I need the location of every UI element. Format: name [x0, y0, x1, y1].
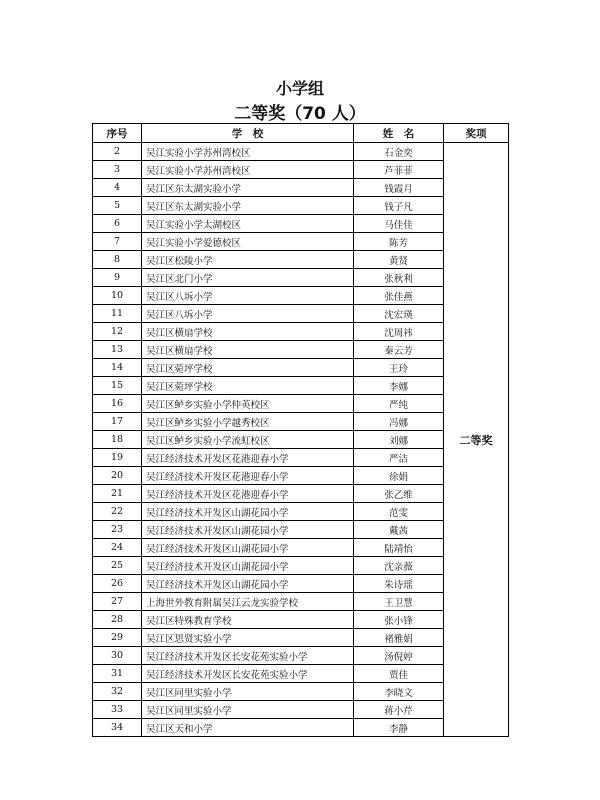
- row-school: 吴江区松陵小学: [142, 251, 354, 269]
- row-name: 王玲: [354, 359, 444, 377]
- row-school: 吴江实验小学苏州湾校区: [142, 143, 354, 161]
- row-number: 27: [93, 593, 142, 611]
- row-name: 范雯: [354, 503, 444, 521]
- row-number: 13: [93, 341, 142, 359]
- row-number: 28: [93, 611, 142, 629]
- row-number: 18: [93, 431, 142, 449]
- row-name: 石金奕: [354, 143, 444, 161]
- row-number: 14: [93, 359, 142, 377]
- row-school: 吴江区特殊教育学校: [142, 611, 354, 629]
- row-name: 蒋小芹: [354, 701, 444, 719]
- group-title: 小学组: [275, 79, 324, 98]
- row-school: 吴江区鲈乡实验小学流虹校区: [142, 431, 354, 449]
- row-school: 吴江区天和小学: [142, 719, 354, 737]
- row-name: 沈宏瑛: [354, 305, 444, 323]
- col-header-school: 学 校: [142, 124, 354, 143]
- row-name: 张秋利: [354, 269, 444, 287]
- row-number: 8: [93, 251, 142, 269]
- row-number: 34: [93, 719, 142, 737]
- row-school: 吴江经济技术开发区山湖花园小学: [142, 539, 354, 557]
- col-header-name: 姓 名: [354, 124, 444, 143]
- row-number: 30: [93, 647, 142, 665]
- row-name: 钱霞月: [354, 179, 444, 197]
- row-name: 朱诗瑶: [354, 575, 444, 593]
- row-name: 李娜: [354, 377, 444, 395]
- row-school: 吴江区东太湖实验小学: [142, 179, 354, 197]
- row-number: 29: [93, 629, 142, 647]
- table-row: [93, 143, 509, 161]
- award-cell: 二等奖: [444, 143, 509, 737]
- row-school: 吴江区同里实验小学: [142, 683, 354, 701]
- row-name: 芦菲菲: [354, 161, 444, 179]
- row-number: 10: [93, 287, 142, 305]
- col-header-award: 奖项: [444, 124, 509, 143]
- row-school: 吴江经济技术开发区山湖花园小学: [142, 557, 354, 575]
- row-number: 31: [93, 665, 142, 683]
- row-name: 陆靖怡: [354, 539, 444, 557]
- row-name: 陈芳: [354, 233, 444, 251]
- row-school: 吴江区横扇学校: [142, 341, 354, 359]
- row-number: 22: [93, 503, 142, 521]
- row-school: 吴江区北门小学: [142, 269, 354, 287]
- row-number: 20: [93, 467, 142, 485]
- row-name: 钱子凡: [354, 197, 444, 215]
- row-number: 4: [93, 179, 142, 197]
- row-number: 6: [93, 215, 142, 233]
- row-name: 严洁: [354, 449, 444, 467]
- row-school: 吴江区思贤实验小学: [142, 629, 354, 647]
- row-school: 吴江实验小学爱德校区: [142, 233, 354, 251]
- row-school: 吴江经济技术开发区山湖花园小学: [142, 575, 354, 593]
- row-name: 沈周祎: [354, 323, 444, 341]
- row-school: 吴江实验小学太湖校区: [142, 215, 354, 233]
- row-number: 2: [93, 143, 142, 161]
- row-school: 吴江经济技术开发区长安花苑实验小学: [142, 647, 354, 665]
- row-school: 吴江实验小学苏州湾校区: [142, 161, 354, 179]
- row-school: 吴江区菀坪学校: [142, 377, 354, 395]
- prize-title: 二等奖（70 人）: [234, 104, 366, 124]
- row-name: 刘娜: [354, 431, 444, 449]
- row-name: 张乙维: [354, 485, 444, 503]
- row-school: 吴江区菀坪学校: [142, 359, 354, 377]
- row-number: 3: [93, 161, 142, 179]
- row-number: 5: [93, 197, 142, 215]
- row-school: 吴江经济技术开发区花港迎春小学: [142, 449, 354, 467]
- row-number: 33: [93, 701, 142, 719]
- row-number: 21: [93, 485, 142, 503]
- row-name: 李晓文: [354, 683, 444, 701]
- award-table: [92, 123, 509, 737]
- col-header-number: 序号: [93, 124, 142, 143]
- row-name: 沈亲薇: [354, 557, 444, 575]
- row-school: 上海世外教育附属吴江云龙实验学校: [142, 593, 354, 611]
- row-name: 黄贤: [354, 251, 444, 269]
- row-name: 汤倪婷: [354, 647, 444, 665]
- row-school: 吴江经济技术开发区长安花苑实验小学: [142, 665, 354, 683]
- row-number: 9: [93, 269, 142, 287]
- row-name: 贾佳: [354, 665, 444, 683]
- row-number: 11: [93, 305, 142, 323]
- row-school: 吴江区八坼小学: [142, 287, 354, 305]
- row-school: 吴江区横扇学校: [142, 323, 354, 341]
- row-number: 16: [93, 395, 142, 413]
- row-number: 23: [93, 521, 142, 539]
- row-number: 32: [93, 683, 142, 701]
- row-number: 24: [93, 539, 142, 557]
- row-name: 徐娟: [354, 467, 444, 485]
- row-school: 吴江经济技术开发区山湖花园小学: [142, 521, 354, 539]
- row-name: 秦云芳: [354, 341, 444, 359]
- row-school: 吴江经济技术开发区花港迎春小学: [142, 467, 354, 485]
- row-number: 15: [93, 377, 142, 395]
- row-number: 26: [93, 575, 142, 593]
- row-school: 吴江区鲈乡实验小学越秀校区: [142, 413, 354, 431]
- row-number: 17: [93, 413, 142, 431]
- row-number: 12: [93, 323, 142, 341]
- row-name: 冯娜: [354, 413, 444, 431]
- table-header-row: [93, 124, 509, 143]
- row-school: 吴江区八坼小学: [142, 305, 354, 323]
- row-number: 7: [93, 233, 142, 251]
- row-name: 褚雅娟: [354, 629, 444, 647]
- row-name: 严纯: [354, 395, 444, 413]
- row-school: 吴江区东太湖实验小学: [142, 197, 354, 215]
- row-name: 马佳佳: [354, 215, 444, 233]
- row-school: 吴江区同里实验小学: [142, 701, 354, 719]
- row-name: 李静: [354, 719, 444, 737]
- row-school: 吴江区鲈乡实验小学仲英校区: [142, 395, 354, 413]
- row-name: 张小锋: [354, 611, 444, 629]
- row-name: 张佳燕: [354, 287, 444, 305]
- row-number: 25: [93, 557, 142, 575]
- row-school: 吴江经济技术开发区花港迎春小学: [142, 485, 354, 503]
- row-name: 戴茜: [354, 521, 444, 539]
- row-school: 吴江经济技术开发区山湖花园小学: [142, 503, 354, 521]
- row-number: 19: [93, 449, 142, 467]
- row-name: 王卫慧: [354, 593, 444, 611]
